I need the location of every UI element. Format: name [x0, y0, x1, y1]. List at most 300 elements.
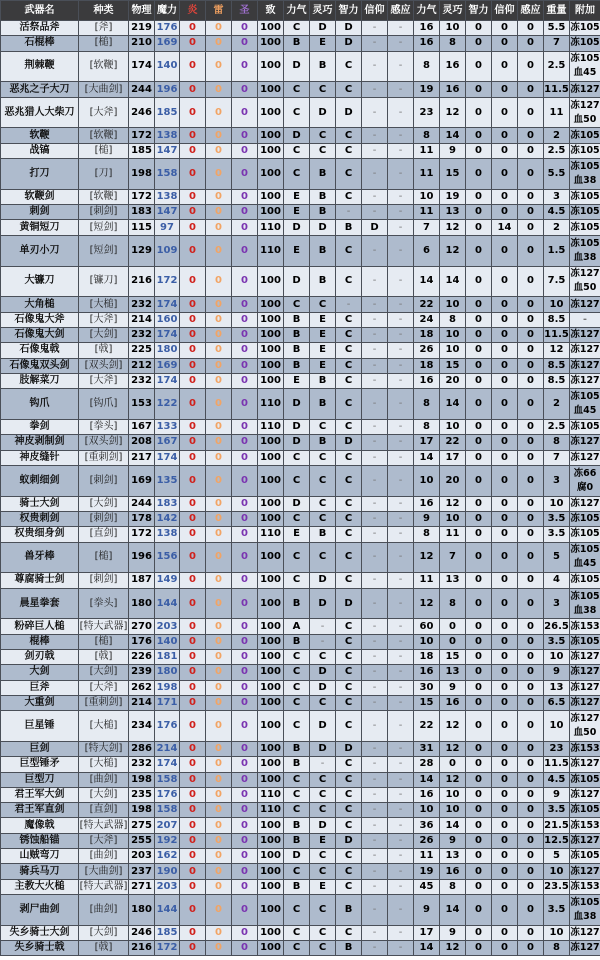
scale-fai: -: [362, 849, 388, 864]
req-fai: 0: [492, 680, 518, 695]
weapon-name: 石棍棒: [1, 36, 79, 51]
scale-dex: C: [310, 419, 336, 434]
scale-dex: E: [310, 312, 336, 327]
extra-effect: 血45: [573, 67, 597, 79]
weapon-name: 打刀: [1, 159, 79, 190]
req-fai: 0: [492, 619, 518, 634]
weapon-name: 黄铜短刀: [1, 220, 79, 235]
req-fai: 0: [492, 496, 518, 511]
table-row: [1, 97, 600, 128]
weapon-name: 石像鬼双头剑: [1, 358, 79, 373]
scale-str: B: [284, 312, 310, 327]
req-dex: 12: [440, 711, 466, 742]
req-dex: 11: [440, 527, 466, 542]
holy-value: 0: [232, 588, 258, 619]
weapon-name: 软鞭: [1, 128, 79, 143]
magic-value: 181: [155, 650, 180, 665]
req-fai: 0: [492, 741, 518, 756]
critical-value: 100: [258, 435, 284, 450]
req-str: 8: [414, 51, 440, 82]
lightning-value: 0: [206, 588, 232, 619]
req-arc: 0: [518, 496, 544, 511]
weapon-type: [重刺剑]: [79, 450, 129, 465]
holy-value: 0: [232, 327, 258, 342]
physical-value: 169: [129, 465, 155, 496]
lightning-value: 0: [206, 680, 232, 695]
weapon-name: 恶兆猎人大柴刀: [1, 97, 79, 128]
req-fai: 0: [492, 711, 518, 742]
scale-dex: E: [310, 833, 336, 848]
req-arc: 0: [518, 205, 544, 220]
scale-str: D: [284, 419, 310, 434]
weapon-name: 石像鬼大剑: [1, 327, 79, 342]
extra-effect: 冻127: [570, 83, 600, 95]
holy-value: 0: [232, 450, 258, 465]
req-int: 0: [466, 665, 492, 680]
extra-effect: 冻105: [570, 53, 600, 65]
table-row: [1, 419, 600, 434]
req-dex: 12: [440, 741, 466, 756]
req-arc: 0: [518, 527, 544, 542]
req-dex: 0: [440, 619, 466, 634]
physical-value: 275: [129, 818, 155, 833]
extra-effects: [570, 143, 600, 158]
scale-arc: -: [388, 312, 414, 327]
magic-value: 147: [155, 143, 180, 158]
req-dex: 10: [440, 297, 466, 312]
magic-value: 144: [155, 588, 180, 619]
req-arc: 0: [518, 465, 544, 496]
scale-int: D: [336, 588, 362, 619]
fire-value: 0: [180, 128, 206, 143]
req-str: 16: [414, 21, 440, 36]
fire-value: 0: [180, 818, 206, 833]
scale-str: B: [284, 358, 310, 373]
physical-value: 270: [129, 619, 155, 634]
table-row: [1, 450, 600, 465]
physical-value: 214: [129, 312, 155, 327]
scale-dex: D: [310, 818, 336, 833]
lightning-value: 0: [206, 358, 232, 373]
holy-value: 0: [232, 634, 258, 649]
holy-value: 0: [232, 527, 258, 542]
magic-value: 138: [155, 128, 180, 143]
physical-value: 216: [129, 941, 155, 956]
req-arc: 0: [518, 220, 544, 235]
extra-effect: 冻66: [573, 467, 597, 479]
scale-str: C: [284, 159, 310, 190]
req-fai: 0: [492, 757, 518, 772]
scale-int: C: [336, 787, 362, 802]
weight-value: 10: [544, 711, 570, 742]
scale-arc: -: [388, 159, 414, 190]
req-str: 28: [414, 757, 440, 772]
holy-value: 0: [232, 849, 258, 864]
physical-value: 115: [129, 220, 155, 235]
weapon-type: [刺剑]: [79, 465, 129, 496]
magic-value: 140: [155, 634, 180, 649]
scale-fai: -: [362, 741, 388, 756]
weight-value: 2: [544, 128, 570, 143]
req-dex: 16: [440, 82, 466, 97]
req-dex: 12: [440, 220, 466, 235]
scale-fai: -: [362, 21, 388, 36]
scale-int: C: [336, 634, 362, 649]
critical-value: 110: [258, 527, 284, 542]
header-weight: 重量: [544, 1, 570, 21]
table-row: [1, 266, 600, 297]
scale-fai: -: [362, 833, 388, 848]
weight-value: 2: [544, 389, 570, 420]
weapon-type: [软鞭]: [79, 51, 129, 82]
header-scale-fai: 信仰: [362, 1, 388, 21]
req-dex: 8: [440, 36, 466, 51]
weight-value: 3.5: [544, 894, 570, 925]
extra-effects: [570, 389, 600, 420]
weapon-name: 拳剑: [1, 419, 79, 434]
lightning-value: 0: [206, 527, 232, 542]
extra-effect: 冻105: [570, 590, 600, 602]
weight-value: 3.5: [544, 634, 570, 649]
holy-value: 0: [232, 189, 258, 204]
critical-value: 100: [258, 159, 284, 190]
table-row: [1, 511, 600, 526]
critical-value: 100: [258, 358, 284, 373]
fire-value: 0: [180, 511, 206, 526]
lightning-value: 0: [206, 619, 232, 634]
req-int: 0: [466, 128, 492, 143]
req-int: 0: [466, 634, 492, 649]
req-int: 0: [466, 711, 492, 742]
req-arc: 0: [518, 327, 544, 342]
table-row: [1, 680, 600, 695]
holy-value: 0: [232, 297, 258, 312]
req-arc: 0: [518, 619, 544, 634]
critical-value: 100: [258, 833, 284, 848]
req-str: 6: [414, 235, 440, 266]
critical-value: 100: [258, 634, 284, 649]
scale-arc: -: [388, 665, 414, 680]
scale-dex: E: [310, 358, 336, 373]
holy-value: 0: [232, 695, 258, 710]
req-arc: 0: [518, 312, 544, 327]
lightning-value: 0: [206, 849, 232, 864]
req-dex: 8: [440, 312, 466, 327]
req-fai: 0: [492, 772, 518, 787]
critical-value: 100: [258, 128, 284, 143]
extra-effect: 冻105: [570, 129, 600, 141]
table-row: [1, 864, 600, 879]
extra-effect: 冻127: [570, 651, 600, 663]
extra-effect: 血50: [573, 113, 597, 125]
weight-value: 8.5: [544, 312, 570, 327]
weight-value: 10: [544, 925, 570, 940]
scale-fai: -: [362, 97, 388, 128]
physical-value: 255: [129, 833, 155, 848]
req-dex: 9: [440, 143, 466, 158]
scale-int: C: [336, 327, 362, 342]
critical-value: 100: [258, 496, 284, 511]
scale-fai: -: [362, 680, 388, 695]
weight-value: 8: [544, 435, 570, 450]
physical-value: 180: [129, 894, 155, 925]
scale-arc: -: [388, 143, 414, 158]
physical-value: 225: [129, 343, 155, 358]
scale-int: C: [336, 358, 362, 373]
table-row: [1, 143, 600, 158]
scale-str: B: [284, 343, 310, 358]
magic-value: 147: [155, 205, 180, 220]
scale-arc: -: [388, 650, 414, 665]
req-dex: 14: [440, 266, 466, 297]
physical-value: 198: [129, 159, 155, 190]
extra-effect: 冻105: [570, 635, 600, 647]
weight-value: 7.5: [544, 266, 570, 297]
weapon-type: [短剑]: [79, 235, 129, 266]
scale-arc: -: [388, 588, 414, 619]
lightning-value: 0: [206, 650, 232, 665]
weight-value: 3: [544, 465, 570, 496]
scale-int: C: [336, 925, 362, 940]
extra-effect: 冻105: [570, 191, 600, 203]
extra-effects: [570, 803, 600, 818]
req-int: 0: [466, 82, 492, 97]
scale-fai: -: [362, 358, 388, 373]
physical-value: 244: [129, 496, 155, 511]
magic-value: 183: [155, 496, 180, 511]
scale-str: D: [284, 220, 310, 235]
req-dex: 8: [440, 588, 466, 619]
magic-value: 185: [155, 925, 180, 940]
weight-value: 5.5: [544, 21, 570, 36]
scale-arc: -: [388, 327, 414, 342]
scale-dex: D: [310, 665, 336, 680]
weapon-type: [大剑]: [79, 925, 129, 940]
lightning-value: 0: [206, 741, 232, 756]
extra-effect: 冻105: [570, 513, 600, 525]
scale-int: C: [336, 419, 362, 434]
scale-arc: -: [388, 511, 414, 526]
fire-value: 0: [180, 373, 206, 388]
magic-value: 192: [155, 833, 180, 848]
weight-value: 26.5: [544, 619, 570, 634]
weapon-name: 石像鬼大斧: [1, 312, 79, 327]
physical-value: 244: [129, 82, 155, 97]
critical-value: 100: [258, 741, 284, 756]
req-int: 0: [466, 894, 492, 925]
extra-effects: [570, 220, 600, 235]
req-int: 0: [466, 373, 492, 388]
scale-fai: -: [362, 419, 388, 434]
holy-value: 0: [232, 358, 258, 373]
weight-value: 5: [544, 849, 570, 864]
scale-str: C: [284, 894, 310, 925]
scale-arc: -: [388, 297, 414, 312]
scale-dex: C: [310, 143, 336, 158]
extra-effect: 冻127: [570, 926, 600, 938]
req-fai: 0: [492, 864, 518, 879]
weapon-type: [双头剑]: [79, 435, 129, 450]
extra-effect: 冻127: [570, 666, 600, 678]
scale-arc: -: [388, 220, 414, 235]
req-str: 19: [414, 864, 440, 879]
magic-value: 169: [155, 36, 180, 51]
extra-effects: [570, 51, 600, 82]
scale-fai: -: [362, 36, 388, 51]
scale-arc: -: [388, 711, 414, 742]
weapon-type: [槌]: [79, 36, 129, 51]
scale-arc: -: [388, 680, 414, 695]
scale-int: C: [336, 527, 362, 542]
scale-dex: C: [310, 542, 336, 573]
header-req-str: 力气: [414, 1, 440, 21]
weapon-type: [戟]: [79, 343, 129, 358]
fire-value: 0: [180, 205, 206, 220]
critical-value: 100: [258, 21, 284, 36]
magic-value: 174: [155, 757, 180, 772]
fire-value: 0: [180, 894, 206, 925]
req-dex: 16: [440, 51, 466, 82]
req-int: 0: [466, 343, 492, 358]
weapon-name: 巨型刀: [1, 772, 79, 787]
scale-int: C: [336, 496, 362, 511]
req-arc: 0: [518, 757, 544, 772]
magic-value: 172: [155, 266, 180, 297]
lightning-value: 0: [206, 925, 232, 940]
req-arc: 0: [518, 741, 544, 756]
req-dex: 10: [440, 327, 466, 342]
fire-value: 0: [180, 803, 206, 818]
scale-dex: B: [310, 205, 336, 220]
scale-dex: B: [310, 51, 336, 82]
scale-fai: -: [362, 941, 388, 956]
req-fai: 0: [492, 189, 518, 204]
holy-value: 0: [232, 143, 258, 158]
critical-value: 100: [258, 327, 284, 342]
extra-effects: [570, 159, 600, 190]
critical-value: 110: [258, 787, 284, 802]
req-int: 0: [466, 833, 492, 848]
weight-value: 10: [544, 297, 570, 312]
lightning-value: 0: [206, 511, 232, 526]
scale-str: B: [284, 879, 310, 894]
extra-effects: [570, 21, 600, 36]
weapon-name: 刺剑: [1, 205, 79, 220]
req-arc: 0: [518, 343, 544, 358]
scale-fai: -: [362, 143, 388, 158]
req-int: 0: [466, 435, 492, 450]
extra-effect: 冻127: [570, 374, 600, 386]
scale-dex: C: [310, 894, 336, 925]
scale-arc: -: [388, 695, 414, 710]
req-fai: 0: [492, 941, 518, 956]
magic-value: 97: [155, 220, 180, 235]
critical-value: 110: [258, 419, 284, 434]
extra-effects: [570, 879, 600, 894]
req-dex: 10: [440, 787, 466, 802]
req-str: 18: [414, 650, 440, 665]
magic-value: 138: [155, 527, 180, 542]
weight-value: 23: [544, 741, 570, 756]
req-dex: 9: [440, 833, 466, 848]
req-int: 0: [466, 787, 492, 802]
req-fai: 0: [492, 849, 518, 864]
lightning-value: 0: [206, 143, 232, 158]
scale-int: -: [336, 205, 362, 220]
req-fai: 0: [492, 358, 518, 373]
scale-dex: C: [310, 941, 336, 956]
req-str: 11: [414, 849, 440, 864]
scale-str: C: [284, 925, 310, 940]
req-str: 60: [414, 619, 440, 634]
magic-value: 203: [155, 619, 180, 634]
scale-dex: B: [310, 389, 336, 420]
scale-arc: -: [388, 450, 414, 465]
fire-value: 0: [180, 343, 206, 358]
fire-value: 0: [180, 51, 206, 82]
scale-dex: C: [310, 82, 336, 97]
req-str: 45: [414, 879, 440, 894]
holy-value: 0: [232, 879, 258, 894]
extra-effects: [570, 894, 600, 925]
scale-arc: -: [388, 235, 414, 266]
req-arc: 0: [518, 680, 544, 695]
scale-str: E: [284, 189, 310, 204]
magic-value: 144: [155, 894, 180, 925]
scale-fai: -: [362, 496, 388, 511]
scale-dex: C: [310, 803, 336, 818]
scale-fai: -: [362, 757, 388, 772]
physical-value: 187: [129, 573, 155, 588]
extra-effects: [570, 97, 600, 128]
scale-arc: -: [388, 757, 414, 772]
req-dex: 13: [440, 849, 466, 864]
req-fai: 0: [492, 818, 518, 833]
req-arc: 0: [518, 358, 544, 373]
physical-value: 216: [129, 266, 155, 297]
magic-value: 174: [155, 327, 180, 342]
scale-arc: -: [388, 36, 414, 51]
weapon-name: 粉碎巨人槌: [1, 619, 79, 634]
extra-effects: [570, 358, 600, 373]
extra-effects: [570, 373, 600, 388]
holy-value: 0: [232, 925, 258, 940]
scale-dex: D: [310, 741, 336, 756]
weight-value: 10: [544, 650, 570, 665]
fire-value: 0: [180, 741, 206, 756]
physical-value: 172: [129, 189, 155, 204]
scale-str: B: [284, 36, 310, 51]
table-row: [1, 128, 600, 143]
extra-effects: [570, 235, 600, 266]
req-str: 14: [414, 266, 440, 297]
weapon-name: 巨型锤矛: [1, 757, 79, 772]
critical-value: 100: [258, 925, 284, 940]
fire-value: 0: [180, 97, 206, 128]
holy-value: 0: [232, 159, 258, 190]
scale-str: C: [284, 650, 310, 665]
lightning-value: 0: [206, 389, 232, 420]
table-row: [1, 358, 600, 373]
physical-value: 198: [129, 803, 155, 818]
weight-value: 3: [544, 189, 570, 204]
scale-str: B: [284, 741, 310, 756]
fire-value: 0: [180, 787, 206, 802]
req-int: 0: [466, 511, 492, 526]
fire-value: 0: [180, 419, 206, 434]
fire-value: 0: [180, 634, 206, 649]
extra-effects: [570, 312, 600, 327]
